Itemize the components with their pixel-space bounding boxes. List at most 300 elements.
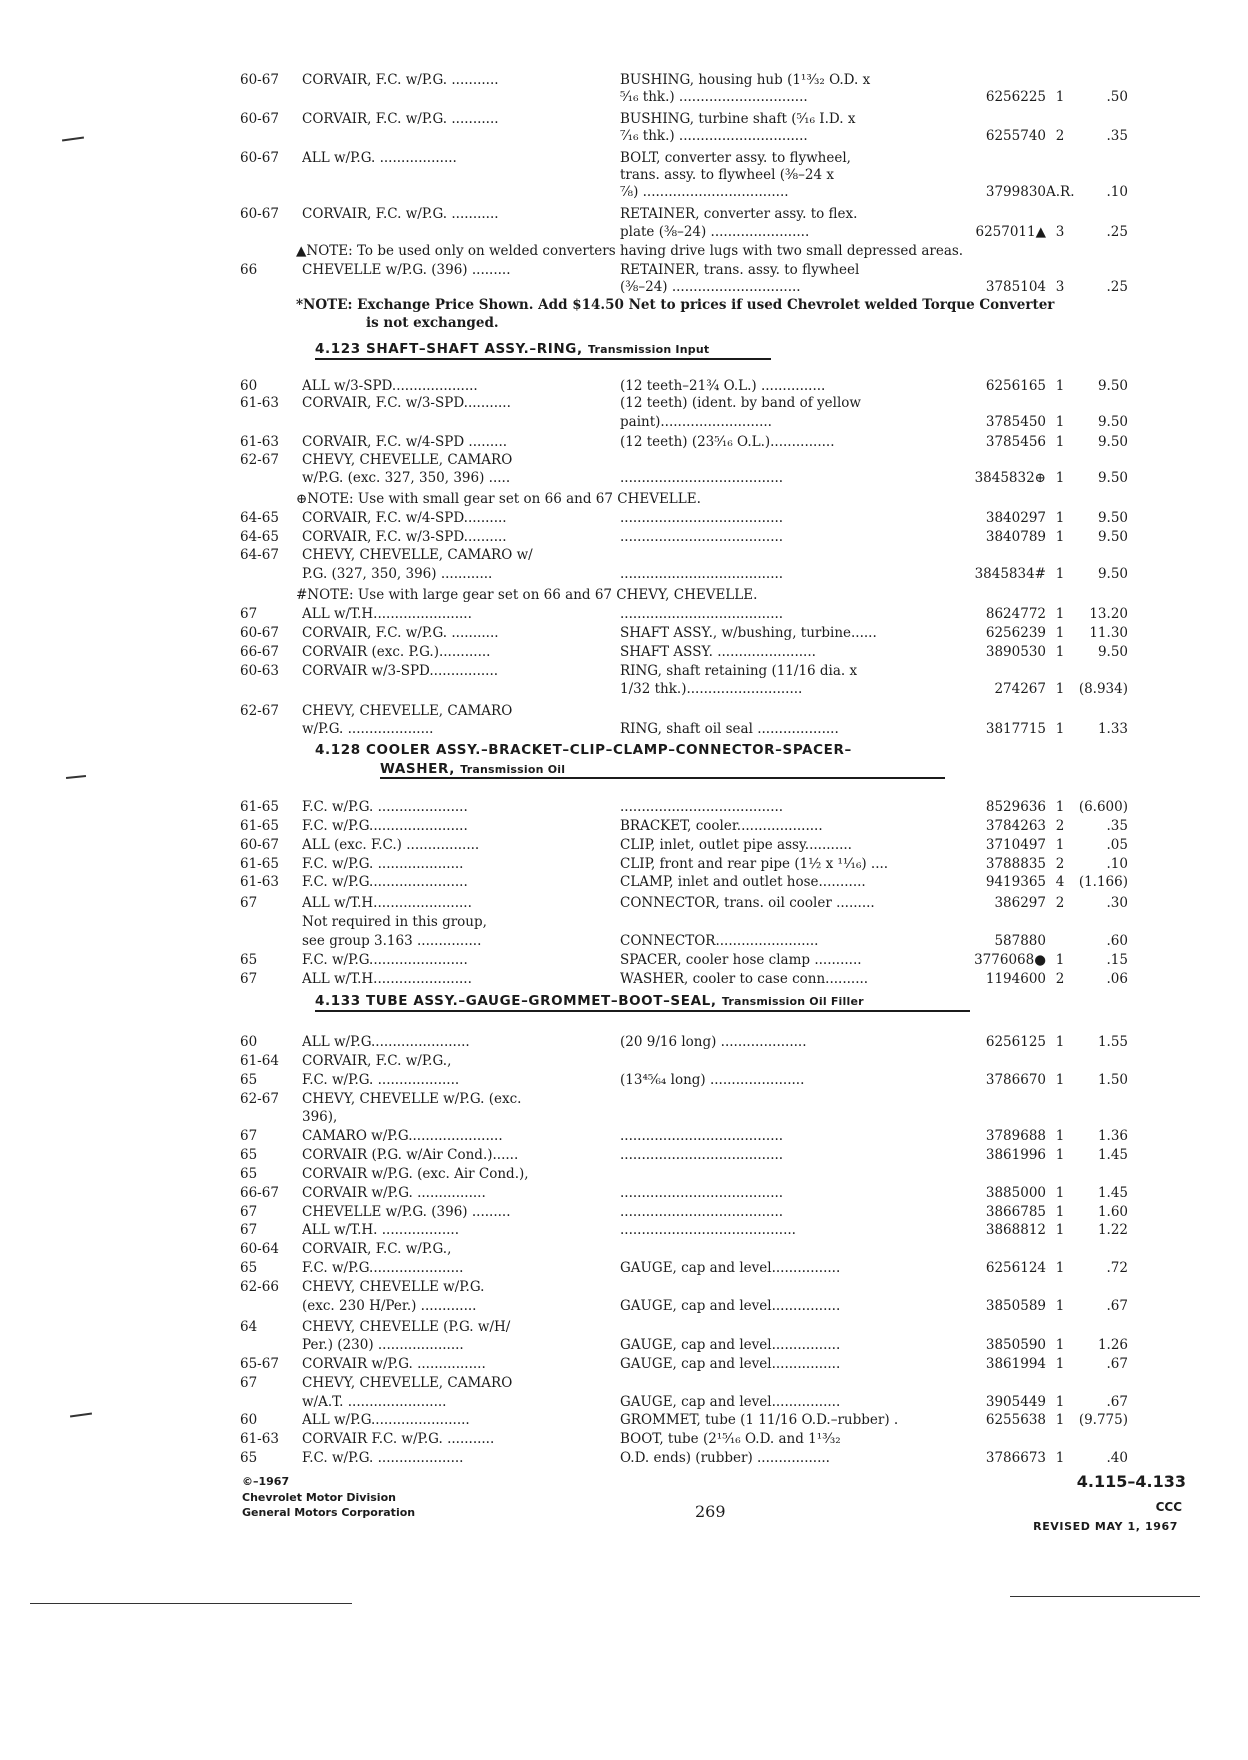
quantity: 1 (1055, 529, 1065, 545)
part-number: 3885000 (985, 1185, 1046, 1201)
price: .67 (1106, 1356, 1128, 1372)
description: CLIP, inlet, outlet pipe assy........... (620, 837, 852, 853)
model-years: 62-66 (240, 1279, 279, 1295)
model-years: 60-64 (240, 1241, 279, 1257)
table-row (0, 205, 1248, 224)
description: RETAINER, converter assy. to flex. (620, 206, 858, 222)
description: ...................................... (620, 799, 784, 815)
quantity: 1 (1055, 644, 1065, 660)
table-row (0, 1278, 1248, 1297)
section-underline (315, 358, 771, 360)
part-number: 3788835 (985, 856, 1046, 872)
description: SHAFT ASSY., w/bushing, turbine...... (620, 625, 877, 641)
description: ...................................... (620, 1147, 784, 1163)
quantity: 4 (1055, 874, 1065, 890)
model-years: 64-67 (240, 547, 279, 563)
model-years: 67 (240, 971, 258, 987)
quantity: 1 (1055, 1072, 1065, 1088)
section-heading-4-128 (315, 741, 852, 759)
application: F.C. w/P.G...................... (302, 1260, 464, 1276)
group-range: 4.115–4.133 (1076, 1472, 1186, 1491)
model-years: 61-63 (240, 434, 279, 450)
quantity: 1 (1055, 1034, 1065, 1050)
quantity: 1 (1055, 1450, 1065, 1466)
model-years: 61-64 (240, 1053, 279, 1069)
table-row (0, 1184, 1248, 1203)
table-row (0, 1259, 1248, 1278)
quantity: 1 (1055, 566, 1065, 582)
part-number: 3868812 (985, 1222, 1046, 1238)
price: .35 (1106, 818, 1128, 834)
price: .67 (1106, 1394, 1128, 1410)
application: CORVAIR (P.G. w/Air Cond.)...... (302, 1147, 519, 1163)
model-years: 60 (240, 378, 258, 394)
part-number: 6256124 (985, 1260, 1046, 1276)
part-number: 3845832⊕ (974, 470, 1046, 486)
application: CHEVELLE w/P.G. (396) ......... (302, 262, 511, 278)
application: Per.) (230) .................... (302, 1337, 464, 1353)
description: GAUGE, cap and level................ (620, 1337, 841, 1353)
table-row (0, 624, 1248, 643)
model-years: 67 (240, 1222, 258, 1238)
model-years: 61-65 (240, 856, 279, 872)
model-years: 64 (240, 1319, 258, 1335)
price: 1.22 (1097, 1222, 1128, 1238)
quantity: 1 (1055, 952, 1065, 968)
description: BUSHING, housing hub (1¹³⁄₃₂ O.D. x (620, 72, 871, 88)
table-row (0, 894, 1248, 913)
model-years: 67 (240, 1375, 258, 1391)
table-row (0, 798, 1248, 817)
model-years: 60-67 (240, 837, 279, 853)
section-heading-4-123 (315, 340, 709, 359)
table-row (0, 1336, 1248, 1355)
application: CORVAIR, F.C. w/P.G., (302, 1053, 452, 1069)
part-number: 3850589 (985, 1298, 1046, 1314)
description: trans. assy. to flywheel (⅜–24 x (620, 167, 834, 183)
application: (exc. 230 H/Per.) ............. (302, 1298, 477, 1314)
application: ALL w/T.H. .................. (302, 1222, 459, 1238)
table-row (0, 183, 1248, 202)
price: (6.600) (1078, 799, 1128, 815)
application: F.C. w/P.G. ................... (302, 1072, 460, 1088)
table-row (0, 1393, 1248, 1412)
description: RING, shaft oil seal ................... (620, 721, 839, 737)
table-row (0, 1449, 1248, 1468)
price: .60 (1106, 933, 1128, 949)
table-row (0, 643, 1248, 662)
quantity: 1 (1055, 1412, 1065, 1428)
application: F.C. w/P.G....................... (302, 818, 468, 834)
part-number: 3789688 (985, 1128, 1046, 1144)
price: 9.50 (1097, 510, 1128, 526)
section-heading-4-133 (315, 992, 864, 1011)
part-number: 6256125 (985, 1034, 1046, 1050)
table-row (0, 720, 1248, 739)
price: 1.26 (1097, 1337, 1128, 1353)
application: F.C. w/P.G. .................... (302, 1450, 464, 1466)
application: CORVAIR w/P.G. ................ (302, 1356, 486, 1372)
model-years: 62-67 (240, 1091, 279, 1107)
application: CHEVY, CHEVELLE w/P.G. (302, 1279, 485, 1295)
table-row (0, 1090, 1248, 1109)
application: CORVAIR, F.C. w/3-SPD.......... (302, 529, 507, 545)
application: CHEVY, CHEVELLE, CAMARO (302, 1375, 513, 1391)
section-subtitle: Transmission Input (588, 343, 710, 356)
description: ⁵⁄₁₆ thk.) .............................. (620, 89, 808, 105)
description: CONNECTOR........................ (620, 933, 819, 949)
table-row (0, 1052, 1248, 1071)
table-row (0, 951, 1248, 970)
application: F.C. w/P.G....................... (302, 952, 468, 968)
price: 9.50 (1097, 566, 1128, 582)
model-years: 60-67 (240, 206, 279, 222)
application: CHEVY, CHEVELLE, CAMARO w/ (302, 547, 533, 563)
quantity: 1 (1055, 681, 1065, 697)
quantity: 1 (1055, 1337, 1065, 1353)
part-number: 1194600 (985, 971, 1046, 987)
part-number: 3840789 (985, 529, 1046, 545)
table-row (0, 1318, 1248, 1337)
application: ALL w/P.G....................... (302, 1034, 470, 1050)
model-years: 67 (240, 606, 258, 622)
description: (13⁴⁵⁄₆₄ long) ...................... (620, 1072, 805, 1088)
note-drive-lugs: ▲NOTE: To be used only on welded converters having drive lugs with two small depressed areas. (296, 243, 964, 259)
description: ...................................... (620, 606, 784, 622)
price: 1.36 (1097, 1128, 1128, 1144)
table-row (0, 970, 1248, 989)
quantity: 1 (1055, 434, 1065, 450)
price: 1.45 (1097, 1147, 1128, 1163)
price: .06 (1106, 971, 1128, 987)
description: ⁷⁄₁₆ thk.) .............................. (620, 128, 808, 144)
quantity: A.R. (1046, 184, 1074, 200)
table-row (0, 913, 1248, 932)
price: .67 (1106, 1298, 1128, 1314)
application: CAMARO w/P.G...................... (302, 1128, 503, 1144)
model-years: 66 (240, 262, 258, 278)
application: 396), (302, 1109, 338, 1125)
note-large-gear: #NOTE: Use with large gear set on 66 and 67 CHEVY, CHEVELLE. (296, 587, 758, 603)
price: .25 (1106, 224, 1128, 240)
note-exchange-price-cont: is not exchanged. (366, 315, 499, 331)
table-row (0, 546, 1248, 565)
table-row (0, 932, 1248, 951)
part-number: 6257011▲ (975, 224, 1046, 240)
application: CORVAIR, F.C. w/4-SPD ......... (302, 434, 508, 450)
description: GAUGE, cap and level................ (620, 1298, 841, 1314)
description: GAUGE, cap and level................ (620, 1260, 841, 1276)
description: ......................................... (620, 1222, 796, 1238)
price: 1.50 (1097, 1072, 1128, 1088)
price: 1.33 (1097, 721, 1128, 737)
price: (1.166) (1078, 874, 1128, 890)
part-number: 6256239 (985, 625, 1046, 641)
section-title-cont: WASHER, (380, 761, 455, 777)
application: ALL w/P.G....................... (302, 1412, 470, 1428)
application: CHEVY, CHEVELLE w/P.G. (exc. (302, 1091, 522, 1107)
table-row (0, 855, 1248, 874)
application: CORVAIR, F.C. w/P.G. ........... (302, 111, 499, 127)
part-number: 3861996 (985, 1147, 1046, 1163)
table-row (0, 223, 1248, 242)
model-years: 61-63 (240, 1431, 279, 1447)
table-row (0, 1108, 1248, 1127)
quantity: 1 (1055, 1260, 1065, 1276)
application: Not required in this group, (302, 914, 487, 930)
price: 11.30 (1089, 625, 1128, 641)
quantity: 1 (1055, 1185, 1065, 1201)
punch-mark (66, 775, 86, 779)
price: 9.50 (1097, 434, 1128, 450)
quantity: 1 (1055, 1128, 1065, 1144)
quantity: 1 (1055, 1147, 1065, 1163)
description: BUSHING, turbine shaft (⁵⁄₁₆ I.D. x (620, 111, 856, 127)
table-row (0, 1430, 1248, 1449)
quantity: 3 (1055, 279, 1065, 295)
model-years: 60-67 (240, 72, 279, 88)
section-underline (315, 1010, 970, 1012)
part-number: 3785450 (985, 414, 1046, 430)
table-row (0, 662, 1248, 681)
model-years: 61-63 (240, 395, 279, 411)
application: w/P.G. .................... (302, 721, 434, 737)
price: .25 (1106, 279, 1128, 295)
model-years: 65-67 (240, 1356, 279, 1372)
description: ...................................... (620, 1128, 784, 1144)
table-row (0, 605, 1248, 624)
part-number: 3845834# (974, 566, 1046, 582)
quantity: 1 (1055, 414, 1065, 430)
quantity: 1 (1055, 1204, 1065, 1220)
application: CHEVELLE w/P.G. (396) ......... (302, 1204, 511, 1220)
model-years: 67 (240, 895, 258, 911)
table-row (0, 394, 1248, 413)
price: .50 (1106, 89, 1128, 105)
part-number: 3850590 (985, 1337, 1046, 1353)
part-number: 6255638 (985, 1412, 1046, 1428)
application: ALL w/3-SPD.................... (302, 378, 478, 394)
part-number: 6255740 (985, 128, 1046, 144)
catalog-code: CCC (1155, 1500, 1182, 1514)
table-row (0, 1374, 1248, 1393)
quantity: 1 (1055, 510, 1065, 526)
note-exchange-price: *NOTE: Exchange Price Shown. Add $14.50 Net to prices if used Chevrolet welded Torque Converter (296, 297, 1055, 313)
application: CORVAIR, F.C. w/P.G. ........... (302, 625, 499, 641)
description: GAUGE, cap and level................ (620, 1356, 841, 1372)
part-number: 3786670 (985, 1072, 1046, 1088)
part-number: 8529636 (985, 799, 1046, 815)
table-row (0, 1240, 1248, 1259)
description: ...................................... (620, 1185, 784, 1201)
section-title: 4.128 COOLER ASSY.–BRACKET–CLIP–CLAMP–CONNECTOR–SPACER– (315, 742, 852, 758)
part-number: 9419365 (985, 874, 1046, 890)
section-underline (380, 777, 945, 779)
application: w/P.G. (exc. 327, 350, 396) ..... (302, 470, 511, 486)
table-row (0, 509, 1248, 528)
table-row (0, 817, 1248, 836)
model-years: 60 (240, 1034, 258, 1050)
description: (12 teeth) (ident. by band of yellow (620, 395, 861, 411)
price: 13.20 (1089, 606, 1128, 622)
price: .40 (1106, 1450, 1128, 1466)
quantity: 1 (1055, 799, 1065, 815)
quantity: 1 (1055, 470, 1065, 486)
description: O.D. ends) (rubber) ................. (620, 1450, 830, 1466)
quantity: 1 (1055, 1222, 1065, 1238)
application: ALL (exc. F.C.) ................. (302, 837, 480, 853)
application: P.G. (327, 350, 396) ............ (302, 566, 493, 582)
application: F.C. w/P.G. ..................... (302, 799, 468, 815)
description: BRACKET, cooler.................... (620, 818, 823, 834)
table-row (0, 873, 1248, 892)
price: .35 (1106, 128, 1128, 144)
application: CORVAIR, F.C. w/P.G. ........... (302, 72, 499, 88)
application: F.C. w/P.G. .................... (302, 856, 464, 872)
application: see group 3.163 ............... (302, 933, 482, 949)
application: CHEVY, CHEVELLE, CAMARO (302, 703, 513, 719)
copyright: ©–1967 (242, 1475, 290, 1488)
part-number: 3785104 (985, 279, 1046, 295)
table-row (0, 413, 1248, 432)
model-years: 60-67 (240, 111, 279, 127)
quantity: 1 (1055, 837, 1065, 853)
section-title: 4.123 SHAFT–SHAFT ASSY.–RING, (315, 341, 583, 357)
application: ALL w/T.H....................... (302, 606, 472, 622)
model-years: 62-67 (240, 703, 279, 719)
part-number: 3905449 (985, 1394, 1046, 1410)
quantity: 1 (1055, 625, 1065, 641)
section-title: 4.133 TUBE ASSY.–GAUGE–GROMMET–BOOT–SEAL, (315, 993, 717, 1009)
description: BOOT, tube (2¹⁵⁄₁₆ O.D. and 1¹³⁄₃₂ (620, 1431, 841, 1447)
description: CONNECTOR, trans. oil cooler ......... (620, 895, 875, 911)
description: SPACER, cooler hose clamp ........... (620, 952, 862, 968)
part-number: 3786673 (985, 1450, 1046, 1466)
model-years: 60-67 (240, 625, 279, 641)
price: 9.50 (1097, 529, 1128, 545)
table-row (0, 1411, 1248, 1430)
application: CORVAIR, F.C. w/P.G. ........... (302, 206, 499, 222)
quantity: 3 (1055, 224, 1065, 240)
description: BOLT, converter assy. to flywheel, (620, 150, 851, 166)
application: CHEVY, CHEVELLE, CAMARO (302, 452, 513, 468)
description: WASHER, cooler to case conn.......... (620, 971, 869, 987)
description: (⅜–24) .............................. (620, 279, 801, 295)
table-row (0, 127, 1248, 146)
description: (12 teeth) (23⁵⁄₁₆ O.L.)............... (620, 434, 835, 450)
model-years: 65 (240, 1260, 258, 1276)
quantity: 1 (1055, 1394, 1065, 1410)
description: ⁷⁄₈) .................................. (620, 184, 789, 200)
division-name: Chevrolet Motor Division (242, 1491, 396, 1504)
quantity: 1 (1055, 1298, 1065, 1314)
description: ...................................... (620, 510, 784, 526)
application: ALL w/P.G. .................. (302, 150, 457, 166)
application: ALL w/T.H....................... (302, 895, 472, 911)
part-number: 3890530 (985, 644, 1046, 660)
model-years: 61-63 (240, 874, 279, 890)
quantity: 1 (1055, 378, 1065, 394)
model-years: 62-67 (240, 452, 279, 468)
revision-date: REVISED MAY 1, 1967 (1033, 1520, 1178, 1533)
price: (8.934) (1078, 681, 1128, 697)
quantity: 1 (1055, 721, 1065, 737)
part-number: 274267 (994, 681, 1046, 697)
description: ...................................... (620, 470, 784, 486)
table-row (0, 88, 1248, 107)
description: paint).......................... (620, 414, 772, 430)
table-row (0, 1355, 1248, 1374)
table-row (0, 1221, 1248, 1240)
part-number: 3799830 (985, 184, 1046, 200)
application: CORVAIR, F.C. w/3-SPD........... (302, 395, 511, 411)
table-row (0, 528, 1248, 547)
table-row (0, 1033, 1248, 1052)
application: CORVAIR F.C. w/P.G. ........... (302, 1431, 495, 1447)
description: RETAINER, trans. assy. to flywheel (620, 262, 860, 278)
part-number: 3866785 (985, 1204, 1046, 1220)
table-row (0, 1146, 1248, 1165)
application: CHEVY, CHEVELLE (P.G. w/H/ (302, 1319, 511, 1335)
price: (9.775) (1078, 1412, 1128, 1428)
scan-edge-line (1010, 1596, 1200, 1597)
description: (20 9/16 long) .................... (620, 1034, 807, 1050)
table-row (0, 1203, 1248, 1222)
model-years: 66-67 (240, 1185, 279, 1201)
table-row (0, 702, 1248, 721)
model-years: 67 (240, 1128, 258, 1144)
description: ...................................... (620, 1204, 784, 1220)
part-number: 3710497 (985, 837, 1046, 853)
model-years: 61-65 (240, 818, 279, 834)
model-years: 60-67 (240, 150, 279, 166)
section-subtitle: Transmission Oil Filler (721, 995, 864, 1008)
price: 9.50 (1097, 414, 1128, 430)
price: 1.45 (1097, 1185, 1128, 1201)
part-number: 386297 (994, 895, 1046, 911)
price: .30 (1106, 895, 1128, 911)
quantity: 2 (1055, 818, 1065, 834)
description: plate (⅜–24) ....................... (620, 224, 810, 240)
model-years: 64-65 (240, 529, 279, 545)
price: 1.60 (1097, 1204, 1128, 1220)
model-years: 65 (240, 1450, 258, 1466)
application: F.C. w/P.G....................... (302, 874, 468, 890)
price: .10 (1106, 856, 1128, 872)
application: CORVAIR w/P.G. ................ (302, 1185, 486, 1201)
table-row (0, 433, 1248, 452)
model-years: 65 (240, 1147, 258, 1163)
part-number: 6256165 (985, 378, 1046, 394)
quantity: 2 (1055, 128, 1065, 144)
price: 9.50 (1097, 378, 1128, 394)
table-row (0, 1071, 1248, 1090)
table-row (0, 565, 1248, 584)
price: 1.55 (1097, 1034, 1128, 1050)
part-number: 3784263 (985, 818, 1046, 834)
model-years: 60-63 (240, 663, 279, 679)
price: .10 (1106, 184, 1128, 200)
part-number: 3776068● (974, 952, 1046, 968)
model-years: 65 (240, 952, 258, 968)
table-row (0, 469, 1248, 488)
price: .15 (1106, 952, 1128, 968)
description: (12 teeth–21¾ O.L.) ............... (620, 378, 826, 394)
corporation-name: General Motors Corporation (242, 1506, 416, 1519)
quantity: 2 (1055, 856, 1065, 872)
model-years: 64-65 (240, 510, 279, 526)
description: CLIP, front and rear pipe (1½ x ¹¹⁄₁₆) .... (620, 856, 889, 872)
